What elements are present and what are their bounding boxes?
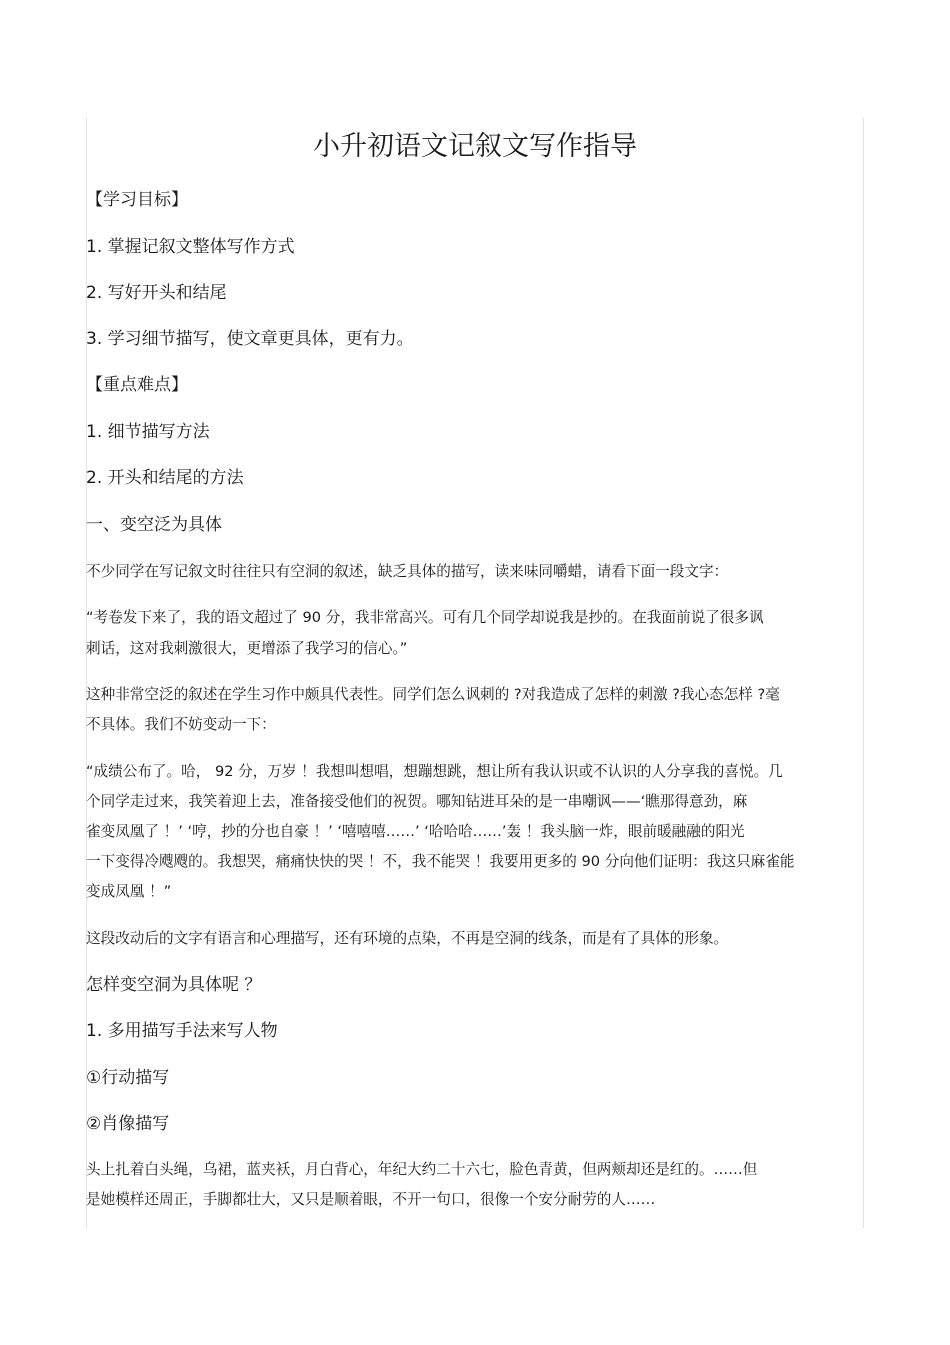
paragraph-intro: 不少同学在写记叙文时往往只有空洞的叙述，缺乏具体的描写，读来味同嚼蜡，请看下面一段文字： bbox=[86, 563, 729, 580]
goal-item: 3. 学习细节描写，使文章更具体，更有力。 bbox=[86, 329, 414, 349]
example-line: 雀变凤凰了 ！’ ‘哼，抄的分也自豪 ！’ ‘嘻嘻嘻……’ ‘哈哈哈……’轰 ！我头脑一炸，眼前暖融融的阳光 bbox=[86, 823, 745, 840]
section-heading: 一、变空泛为具体 bbox=[86, 515, 222, 535]
goal-item: 1. 掌握记叙文整体写作方式 bbox=[86, 237, 295, 257]
example-line: “成绩公布了。哈， 92 分，万岁 ！我想叫想唱，想蹦想跳，想让所有我认识或不认识的人分享我的喜悦。几 bbox=[86, 763, 783, 780]
comment-line: 不具体。我们不妨变动一下： bbox=[86, 716, 276, 733]
sub-heading: ②肖像描写 bbox=[86, 1114, 170, 1134]
key-point-item: 2. 开头和结尾的方法 bbox=[86, 468, 244, 488]
page-title: 小升初语文记叙文写作指导 bbox=[313, 131, 637, 162]
page-border-right bbox=[863, 118, 864, 1228]
key-point-item: 1. 细节描写方法 bbox=[86, 422, 210, 442]
example-line: 一下变得冷飕飕的。我想哭，痛痛快快的哭 ！不，我不能哭 ！我要用更多的 90 分向他们证明：我这只麻雀能 bbox=[86, 853, 795, 870]
example-line: “考卷发下来了，我的语文超过了 90 分，我非常高兴。可有几个同学却说我是抄的。在我面前说了很多讽 bbox=[86, 609, 764, 626]
portrait-line: 是她模样还周正，手脚都壮大，又只是顺着眼，不开一句口，很像一个安分耐劳的人…… bbox=[86, 1191, 656, 1208]
key-points-heading: 【重点难点】 bbox=[86, 375, 188, 395]
sub-heading: ①行动描写 bbox=[86, 1068, 170, 1088]
method-heading: 1. 多用描写手法来写人物 bbox=[86, 1021, 278, 1041]
goal-item: 2. 写好开头和结尾 bbox=[86, 283, 227, 303]
comment-line: 这种非常空泛的叙述在学生习作中颇具代表性。同学们怎么讽刺的 ?对我造成了怎样的刺激 ?我心态怎样 ?毫 bbox=[86, 686, 780, 703]
portrait-line: 头上扎着白头绳，乌裙，蓝夹袄，月白背心，年纪大约二十六七，脸色青黄，但两颊却还是红的。……但 bbox=[86, 1161, 758, 1178]
example-line: 变成凤凰 ！” bbox=[86, 883, 172, 900]
example-line: 个同学走过来，我笑着迎上去，准备接受他们的祝贺。哪知钻进耳朵的是一串嘲讽——‘瞧那得意劲，麻 bbox=[86, 793, 748, 810]
paragraph-comment: 这段改动后的文字有语言和心理描写，还有环境的点染，不再是空洞的线条，而是有了具体的形象。 bbox=[86, 930, 729, 947]
question-heading: 怎样变空洞为具体呢 ？ bbox=[86, 975, 262, 995]
goals-heading: 【学习目标】 bbox=[86, 190, 188, 210]
example-line: 刺话，这对我刺激很大，更增添了我学习的信心。” bbox=[86, 640, 408, 657]
